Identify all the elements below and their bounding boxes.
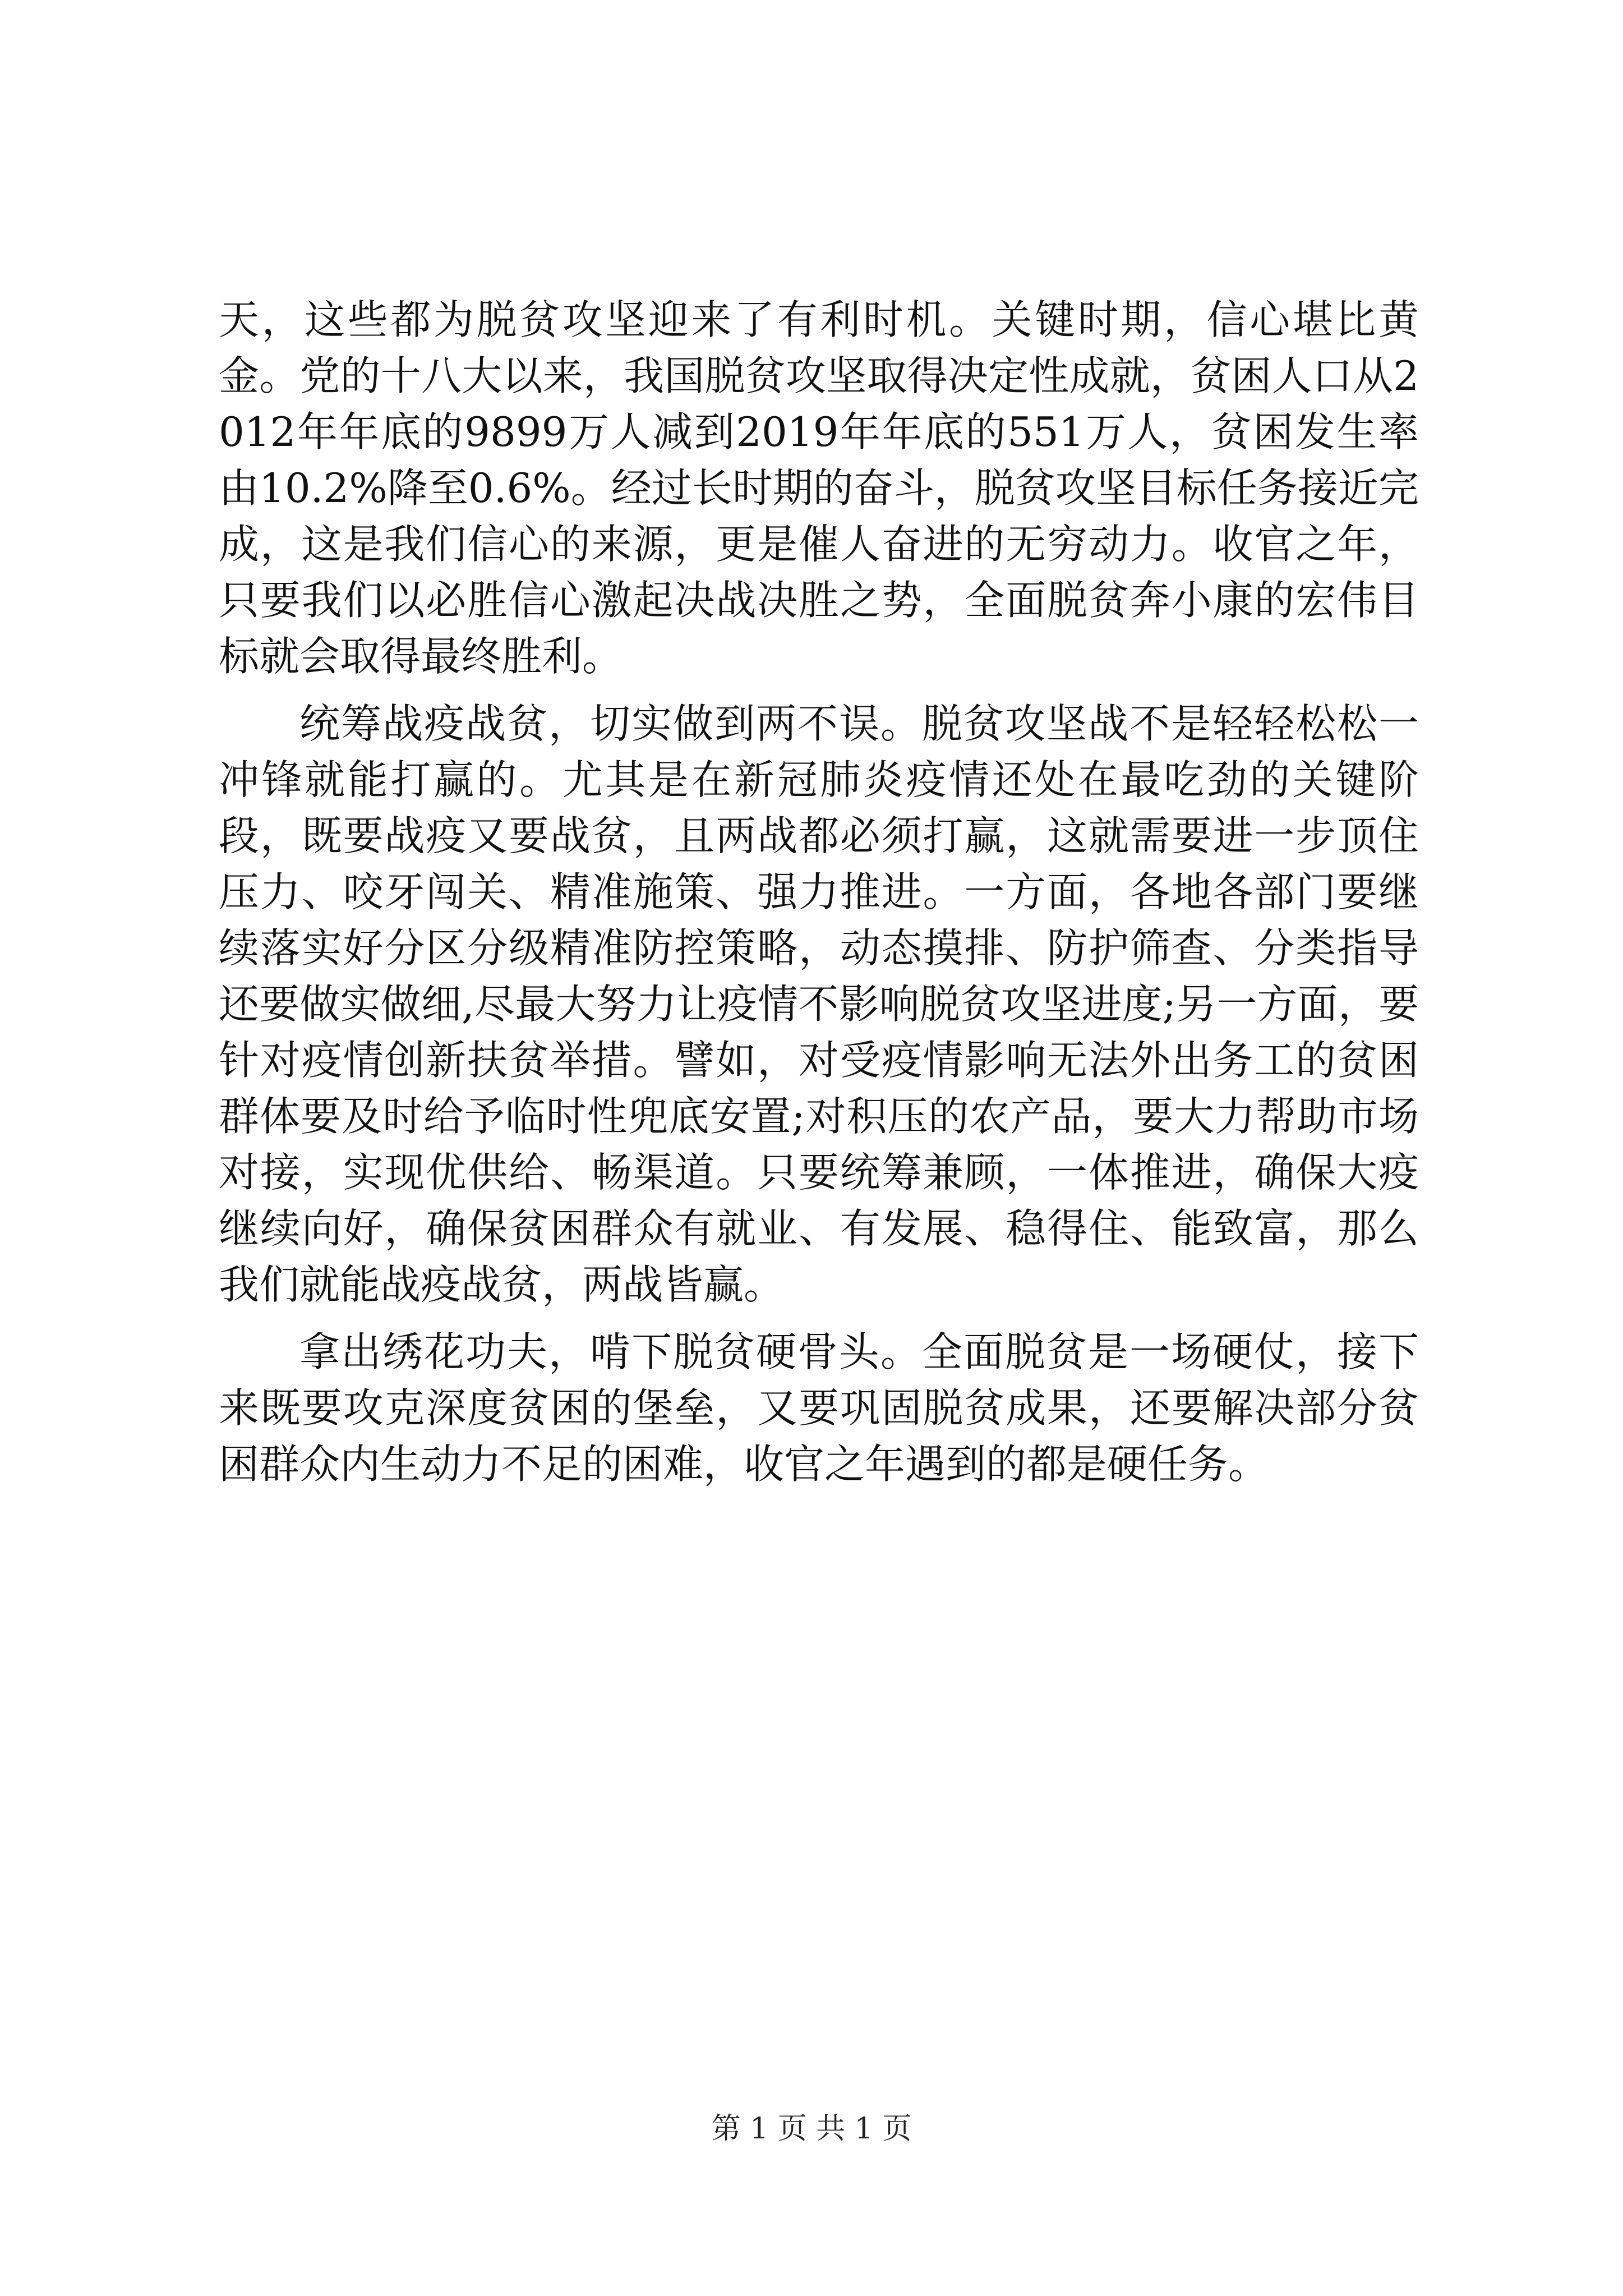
document-body [219, 292, 1419, 1492]
page-footer: 第 1 页 共 1 页 [711, 2112, 912, 2146]
paragraph-hard-tasks: 拿出绣花功夫，啃下脱贫硬骨头。全面脱贫是一场硬仗，接下来既要攻克深度贫困的堡垒，又要巩固脱贫成果，还要解决部分贫困群众内生动力不足的困难，收官之年遇到的都是硬任务。 [219, 1328, 1419, 1488]
paragraph-continuation: 天，这些都为脱贫攻坚迎来了有利时机。关键时期，信心堪比黄金。党的十八大以来，我国脱贫攻坚取得决定性成就，贫困人口从2012年年底的9899万人减到2019年年底的551万人，贫困发生率由10.2%降至0.6%。经过长时期的奋斗，脱贫攻坚目标任务接近完成，这是我们信心的来源，更是催人奋进的无穷动力。收官之年，只要我们以必胜信心激起决战决胜之势，全面脱贫奔小康的宏伟目标就会取得最终胜利。 [219, 296, 1419, 680]
paragraph-epidemic-poverty: 统筹战疫战贫，切实做到两不误。脱贫攻坚战不是轻轻松松一冲锋就能打赢的。尤其是在新冠肺炎疫情还处在最吃劲的关键阶段，既要战疫又要战贫，且两战都必须打赢，这就需要进一步顶住压力、咬牙闯关、精准施策、强力推进。一方面，各地各部门要继续落实好分区分级精准防控策略，动态摸排、防护筛查、分类指导还要做实做细,尽最大努力让疫情不影响脱贫攻坚进度;另一方面，要针对疫情创新扶贫举措。譬如，对受疫情影响无法外出务工的贫困群体要及时给予临时性兜底安置;对积压的农产品，要大力帮助市场对接，实现优供给、畅渠道。只要统筹兼顾，一体推进，确保大疫继续向好，确保贫困群众有就业、有发展、稳得住、能致富，那么我们就能战疫战贫，两战皆赢。 [219, 700, 1419, 1308]
